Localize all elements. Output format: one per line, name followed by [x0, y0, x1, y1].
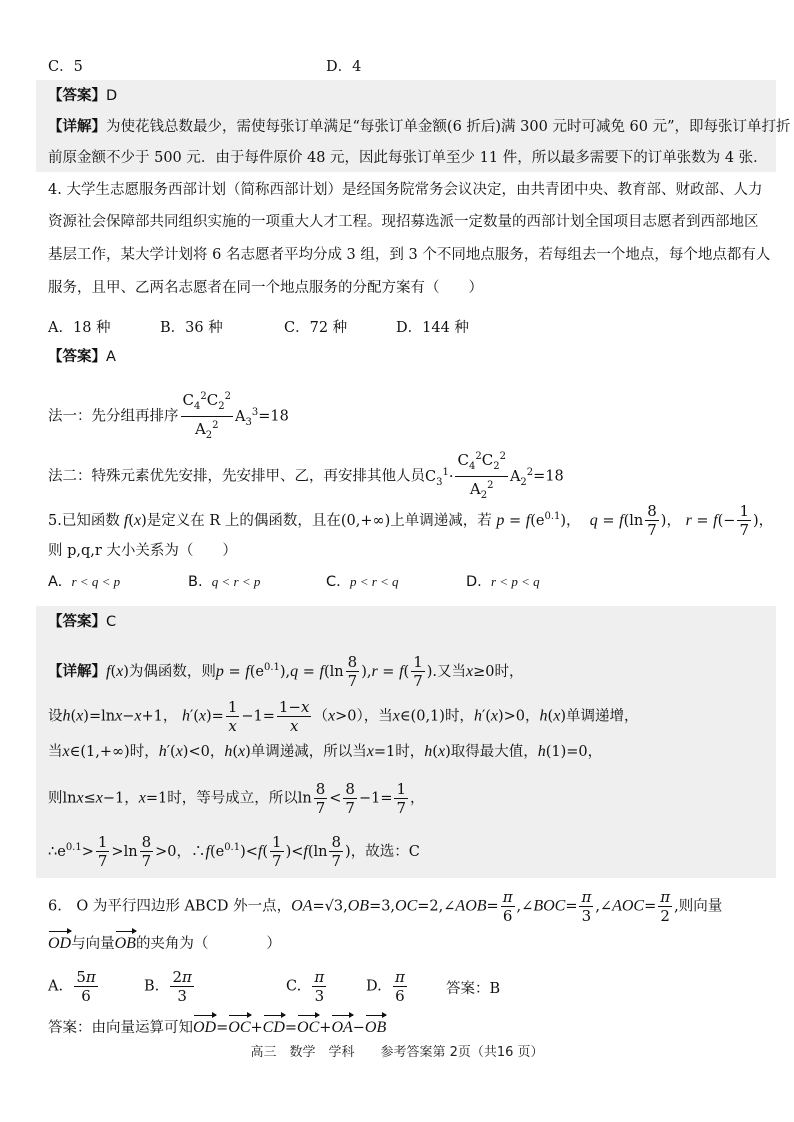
answer-value: A: [106, 349, 116, 365]
q4-option-b: B．36 种: [160, 320, 223, 336]
q5-detail-line3: 当x∈(1,+∞)时，h′(x)<0，h(x)单调递减，所以当x=1时，h(x)取得最大值，h(1)=0，: [48, 743, 603, 760]
q4-stem-line3: 基层工作，某大学计划将 6 名志愿者平均分成 3 组，到 3 个不同地点服务，若每组去一个地点，每个地点都有人: [48, 247, 771, 263]
q4-stem-line2: 资源社会保障部共同组织实施的一项重大人才工程。现招募选派一定数量的西部计划全国项目志愿者到西部地区: [48, 214, 759, 230]
answer-value: C: [106, 614, 117, 630]
answer-value: D: [106, 88, 118, 104]
q5-detail-line1: 【详解】f(x)为偶函数，则$p = f(e^{0.1}),q = f(\ln$ $\frac{8}{7}$ ),r = f( $\frac{1}{7}$ ).又当x≥0时，: [48, 653, 524, 691]
detail-text: 为使花钱总数最少，需使每张订单满足“每张订单金额(6 折后)满 300 元时可减免 60 元”，即每张订单打折: [106, 119, 791, 135]
q6-stem-line1: 6. O 为平行四边形 ABCD 外一点，OA=√3,OB=3,OC=2,∠AOB= $\frac{\pi}{6}$ ,∠BOC= $\frac{\pi}{3}$ ,∠AOC= $\frac{\pi}{2}$ ,则向量: [48, 888, 723, 925]
q5-detail-line2: 设h(x)=lnx−x+1， h′(x)= $\frac{1}{x}$ −1= $\frac{1-x}{x}$ （x>0），当x∈(0,1)时，h′(x)>0，h(x)单调递增，: [48, 698, 639, 735]
method2-text: 法二：特殊元素优先安排，先安排甲、乙，再安排其他人员: [48, 468, 425, 485]
q4-method1: 法一：先分组再排序 $\frac{C_4^2C_2^2}{A_2^2}$ $A_3^3=18$: [48, 388, 289, 445]
answer-tag: 【答案】: [48, 88, 106, 104]
q5-detail-line5: $\therefore e^{0.1}>$ $\frac{1}{7}$ >ln $\frac{8}{7}$ >0，$\therefore f(e^{0.1})<f$( $\frac{1}{7}$ )<f(ln $\frac{8}{7}$ )，故选：C: [48, 833, 420, 871]
q5-answer: [48, 612, 116, 632]
method1-text: 法一：先分组再排序: [48, 408, 179, 425]
q6-option-b: B. $\frac{2\pi}{3}$: [144, 968, 192, 1005]
q6-option-d: D. $\frac{\pi}{6}$: [366, 968, 405, 1005]
q6-option-c: C. $\frac{\pi}{3}$: [286, 968, 325, 1005]
detail-tag: 【详解】: [48, 663, 106, 680]
answer-tag: 【答案】: [48, 349, 106, 365]
q4-answer: [48, 347, 116, 367]
method2-result: =18: [533, 468, 564, 485]
q4-option-c: C．72 种: [284, 320, 348, 336]
q4-stem-line4: 服务，且甲、乙两名志愿者在同一个地点服务的分配方案有（ ）: [48, 280, 483, 296]
q6-stem-line2: OD与向量OB的夹角为（ ）: [48, 935, 281, 952]
method2-fraction: $\frac{C_4^2C_2^2}{A_2^2}$: [455, 448, 507, 505]
q5-option-b: B. q < r < p: [188, 574, 261, 590]
q5-option-a: A. r < q < p: [48, 574, 121, 590]
method1-fraction: $\frac{C_4^2C_2^2}{A_2^2}$: [181, 388, 233, 445]
q4-stem-line1: 4. 大学生志愿服务西部计划（简称西部计划）是经国务院常务会议决定，由共青团中央、教育部、财政部、人力: [48, 182, 763, 198]
page-footer: 高三 数学 学科 参考答案第 2页（共16 页）: [250, 1045, 544, 1060]
method1-result: =18: [258, 408, 289, 425]
q4-option-a: A．18 种: [48, 320, 111, 336]
detail-tag: 【详解】: [48, 119, 106, 135]
q3-answer: [48, 86, 117, 106]
q5-stem-line1: 5.已知函数 f(x)是定义在 R 上的偶函数，且在(0,+∞)上单调递减，若 $p = f(e^{0.1})$， q = f(ln $\frac{8}{7}$ )， r = f(− $\frac{1}{7}$ )，: [48, 502, 774, 540]
q5-detail-line4: 则lnx≤x−1，x=1时，等号成立，所以ln $\frac{8}{7}$ < $\frac{8}{7}$ −1= $\frac{1}{7}$ ，: [48, 780, 425, 817]
q3-detail-line2: 前原金额不少于 500 元．由于每件原价 48 元，因此每张订单至少 11 件，所以最多需要下的订单张数为 4 张．: [48, 150, 768, 166]
q3-option-c: C．5: [48, 59, 83, 75]
q5-option-c: C. p < r < q: [326, 574, 399, 590]
q6-answer-line: 答案：由向量运算可知OD=OC+CD=OC+OA−OB: [48, 1019, 387, 1036]
answer-tag: 【答案】: [48, 614, 106, 630]
q6-option-a: A. $\frac{5\pi}{6}$: [48, 968, 96, 1005]
q5-option-d: D. r < p < q: [466, 574, 540, 590]
q4-option-d: D．144 种: [396, 320, 469, 336]
q3-option-d: D．4: [326, 59, 362, 75]
q6-answer-inline: 答案：B: [446, 981, 501, 997]
q3-detail-line1: [48, 117, 791, 137]
q4-method2: 法二：特殊元素优先安排，先安排甲、乙，再安排其他人员$C_3^1\cdot$ $\frac{C_4^2C_2^2}{A_2^2}$ $A_2^2=18$: [48, 448, 564, 505]
q5-stem-line2: 则 p,q,r 大小关系为（ ）: [48, 543, 237, 559]
